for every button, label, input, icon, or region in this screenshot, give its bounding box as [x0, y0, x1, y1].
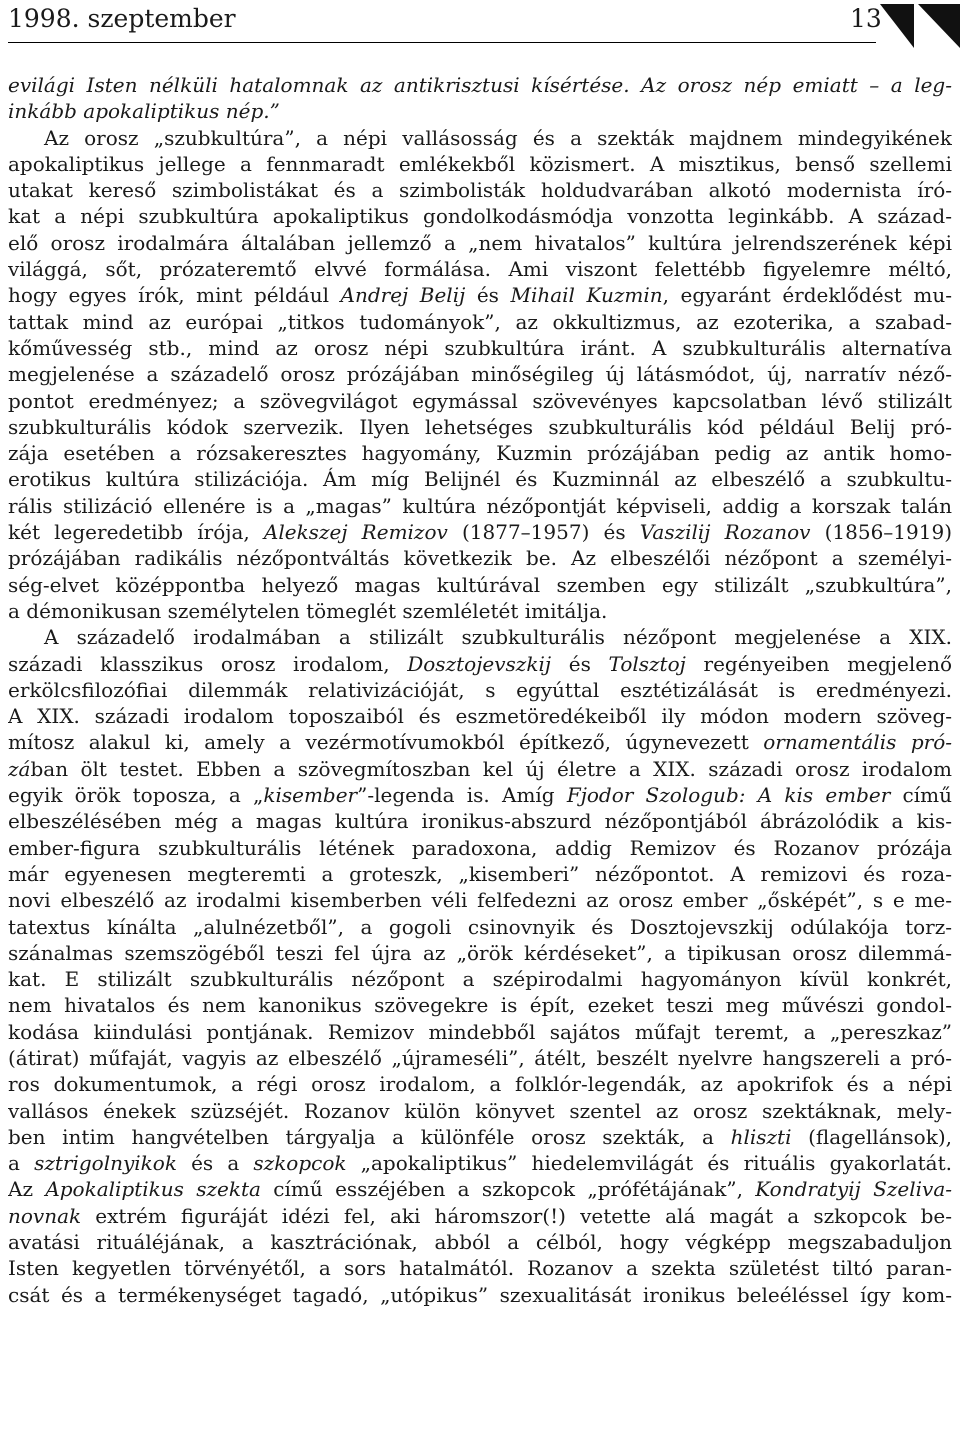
text-line	[8, 808, 952, 834]
text-span: a démonikusan személytelen tömeglét szemléletét imitálja.	[8, 598, 608, 623]
text-span: kőművesség stb., mind az orosz népi szubkultúra iránt. A szubkulturális alternatíva	[8, 335, 952, 360]
text-line	[8, 598, 952, 624]
text-span: című esszéjében a szkopcok „prófétájának”,	[260, 1177, 756, 1202]
italic-span: Alekszej Remizov	[263, 520, 448, 545]
text-span: kat. E stilizált szubkulturális nézőpont a szépirodalmi hagyományon kívül konkrét,	[8, 967, 952, 992]
text-span: már egyenesen megteremti a groteszk, „kisemberi” nézőpontot. A remizovi és roza-	[8, 861, 952, 886]
text-span: kat a népi szubkultúra apokaliptikus gondolkodásmódja vonzotta leginkább. A század-	[8, 204, 952, 229]
italic-span: Tolsztoj	[608, 651, 686, 676]
text-line	[8, 966, 952, 992]
text-line	[8, 98, 952, 124]
text-span: rális stilizáció ellenére is a „magas” kultúra nézőpontját képviseli, addig a korszak talán	[8, 493, 952, 518]
text-span: novi elbeszélő az irodalmi kisemberben véli felfedezni az orosz ember „ősképét”, s e me-	[8, 888, 952, 913]
article-body	[8, 72, 952, 1308]
text-span: kodása kiindulási pontjának. Remizov mindebből sajátos műfajt teremt, a „pereszkaz”	[8, 1019, 952, 1044]
text-line	[8, 1150, 952, 1176]
text-line	[8, 256, 952, 282]
text-span: egyik örök toposza, a „	[8, 783, 264, 808]
text-span: Az orosz „szubkultúra”, a népi vallásosság és a szekták majdnem mindegyikének	[44, 125, 952, 150]
page-number: 13	[850, 4, 882, 33]
italic-span: Andrej Belij	[340, 283, 466, 308]
text-span: című	[890, 783, 952, 808]
text-span: (1877–1957) és	[447, 520, 640, 545]
text-span: (átirat) műfaját, vagyis az elbeszélő „újrameséli”, átélt, beszélt nyelvre hangszereli a pró-	[8, 1045, 952, 1070]
text-span: a	[8, 1151, 35, 1176]
text-line	[8, 125, 952, 151]
text-span: szánalmas szemszögéből teszi fel újra az „örök kérdéseket”, a tipikusan orosz dilemmá-	[8, 940, 952, 965]
text-span: világgá, sőt, prózateremtő elvvé formálása. Ami viszont felettébb figyelemre méltó,	[8, 257, 952, 282]
text-span: hogy egyes írók, mint például	[8, 283, 341, 308]
text-line	[8, 651, 952, 677]
header-rule	[8, 42, 876, 43]
text-span: mítosz alakul ki, amely a vezérmotívumokból építkező, úgynevezett	[8, 730, 764, 755]
text-line	[8, 1229, 952, 1255]
italic-span: ornamentális pró-	[763, 730, 952, 755]
text-span: pontot eredményez; a szövegvilágot egymással szövevényes kapcsolatban lévő stilizált	[8, 388, 952, 413]
text-span: tatextus kínálta „alulnézetből”, a gogoli csinovnyik és Dosztojevszkij odúlakója torz-	[8, 914, 952, 939]
text-span: (flagellánsok),	[791, 1124, 952, 1149]
running-header	[8, 0, 960, 42]
text-line	[8, 440, 952, 466]
text-line	[8, 414, 952, 440]
text-line	[8, 756, 952, 782]
italic-span: kisember	[263, 783, 358, 808]
italic-span: inkább apokaliptikus nép.”	[8, 99, 280, 124]
text-line	[8, 203, 952, 229]
italic-span: evilági Isten nélküli hatalomnak az antikrisztusi kísértése. Az orosz nép emiatt – a leg-	[8, 73, 952, 97]
text-span: A századelő irodalmában a stilizált szubkulturális nézőpont megjelenése a XIX.	[44, 625, 952, 650]
text-line	[8, 177, 952, 203]
text-line	[8, 1124, 952, 1150]
italic-span: Kondratyij Szeliva-	[755, 1177, 952, 1202]
italic-span: Mihail Kuzmin	[510, 283, 663, 308]
text-line	[8, 466, 952, 492]
text-span: regényeiben megjelenő	[685, 651, 952, 676]
text-line	[8, 887, 952, 913]
text-span: A XIX. századi irodalom toposzaiból és eszmetöredékeiből ily módon modern szöveg-	[8, 704, 952, 729]
text-span: ban ölt testet. Ebben a szövegmítoszban kel új életre a XIX. századi orosz irodalom	[30, 756, 952, 781]
text-line	[8, 729, 952, 755]
text-line	[8, 493, 952, 519]
text-line	[8, 388, 952, 414]
text-line	[8, 519, 952, 545]
text-line	[8, 572, 952, 598]
text-line	[8, 940, 952, 966]
text-line	[8, 861, 952, 887]
text-line	[8, 72, 952, 98]
text-span: és	[465, 283, 511, 308]
text-span: „apokaliptikus” hiedelemvilágát és rituális gyakorlatát.	[346, 1151, 952, 1176]
text-line	[8, 1282, 952, 1308]
text-span: Isten kegyetlen törvényétől, a sors hatalmától. Rozanov a szekta születést tiltó paran-	[8, 1256, 952, 1281]
italic-span: Vaszilij Rozanov	[639, 520, 811, 545]
italic-span: zá	[8, 756, 31, 781]
text-span: (1856–1919)	[810, 520, 952, 545]
journal-logo-icon	[880, 4, 960, 48]
text-span: avatási rituáléjának, a kasztrációnak, abból a célból, hogy végképp megszabaduljon	[8, 1230, 952, 1255]
text-span: elő orosz irodalmára általában jellemző a „nem hivatalos” kultúra jelrendszerének képi	[8, 230, 952, 255]
italic-span: Dosztojevszkij	[407, 651, 552, 676]
text-line	[8, 309, 952, 335]
italic-span: Apokaliptikus szekta	[45, 1177, 261, 1202]
text-line	[8, 151, 952, 177]
text-line	[8, 230, 952, 256]
text-line	[8, 1203, 952, 1229]
text-line	[8, 835, 952, 861]
text-span: szubkulturális kódok szervezik. Ilyen lehetséges szubkulturális kód például Belij pró-	[8, 414, 952, 439]
text-span: vallásos énekek szüzséjét. Rozanov külön könyvet szentel az orosz szektáknak, mely-	[8, 1098, 952, 1123]
text-line	[8, 782, 952, 808]
text-span: ség-elvet középpontba helyező magas kultúrával szemben egy stilizált „szubkultúra”,	[8, 572, 952, 597]
text-span: két legeredetibb írója,	[8, 520, 264, 545]
text-line	[8, 1019, 952, 1045]
text-span: prózájában radikális nézőpontváltás következik be. Az elbeszélői nézőpont a személyi-	[8, 546, 952, 571]
text-span: századi klasszikus orosz irodalom,	[8, 651, 408, 676]
text-line	[8, 677, 952, 703]
text-span: erotikus kultúra stilizációja. Ám míg Belijnél és Kuzminnál az elbeszélő a szubkultu-	[8, 467, 952, 492]
text-line	[8, 1098, 952, 1124]
text-span: utakat kereső szimbolistákat és a szimbolisták holdudvarában alkotó modernista író-	[8, 178, 952, 203]
text-span: tattak mind az európai „titkos tudományok”, az okkultizmus, az ezoterika, a szabad-	[8, 309, 952, 334]
text-line	[8, 282, 952, 308]
header-date: 1998. szeptember	[8, 4, 236, 33]
text-line	[8, 914, 952, 940]
italic-span: szkopcok	[253, 1151, 347, 1176]
italic-span: hliszti	[730, 1124, 792, 1149]
italic-span: Fjodor Szologub: A kis ember	[566, 783, 891, 808]
text-span: ”-legenda is. Amíg	[357, 783, 567, 808]
text-line	[8, 545, 952, 571]
text-line	[8, 335, 952, 361]
text-span: zája esetében a rózsakeresztes hagyomány, Kuzmin prózájában pedig az antik homo-	[8, 441, 952, 466]
text-line	[8, 703, 952, 729]
text-span: erkölcsfilozófiai dilemmák relativizációját, s egyúttal esztétizálását is eredményezi.	[8, 677, 952, 702]
text-span: és a	[176, 1151, 254, 1176]
text-span: nem hivatalos és nem kanonikus szövegekre is épít, ezeket teszi meg művészi gondol-	[8, 993, 952, 1018]
text-span: megjelenése a századelő orosz prózájában minőségileg új látásmódot, új, narratív néző-	[8, 362, 952, 387]
text-line	[8, 1045, 952, 1071]
text-line	[8, 1176, 952, 1202]
text-span: Az	[8, 1177, 46, 1202]
text-span: és	[551, 651, 609, 676]
italic-span: sztrigolnyikok	[34, 1151, 177, 1176]
text-line	[8, 1255, 952, 1281]
text-span: apokaliptikus jellege a fennmaradt emlékekből közismert. A misztikus, benső szellemi	[8, 151, 952, 176]
text-line	[8, 624, 952, 650]
text-span: , egyaránt érdeklődést mu-	[662, 283, 952, 308]
text-span: ember-figura szubkulturális létének paradoxona, addig Remizov és Rozanov prózája	[8, 835, 952, 860]
text-line	[8, 361, 952, 387]
text-span: elbeszélésében még a magas kultúra ironikus-abszurd nézőpontjából ábrázolódik a kis-	[8, 809, 952, 834]
text-span: csát és a termékenységet tagadó, „utópikus” szexualitását ironikus beleéléssel így kom-	[8, 1282, 952, 1307]
text-line	[8, 992, 952, 1018]
text-span: ben intim hangvételben tárgyalja a különféle orosz szekták, a	[8, 1124, 731, 1149]
text-span: extrém figuráját idézi fel, aki háromszor(!) vetette alá magát a szkopcok be-	[81, 1203, 952, 1228]
text-line	[8, 1071, 952, 1097]
italic-span: novnak	[8, 1203, 82, 1228]
text-span: ros dokumentumok, a régi orosz irodalom, a folklór-legendák, az apokrifok és a népi	[8, 1072, 952, 1097]
